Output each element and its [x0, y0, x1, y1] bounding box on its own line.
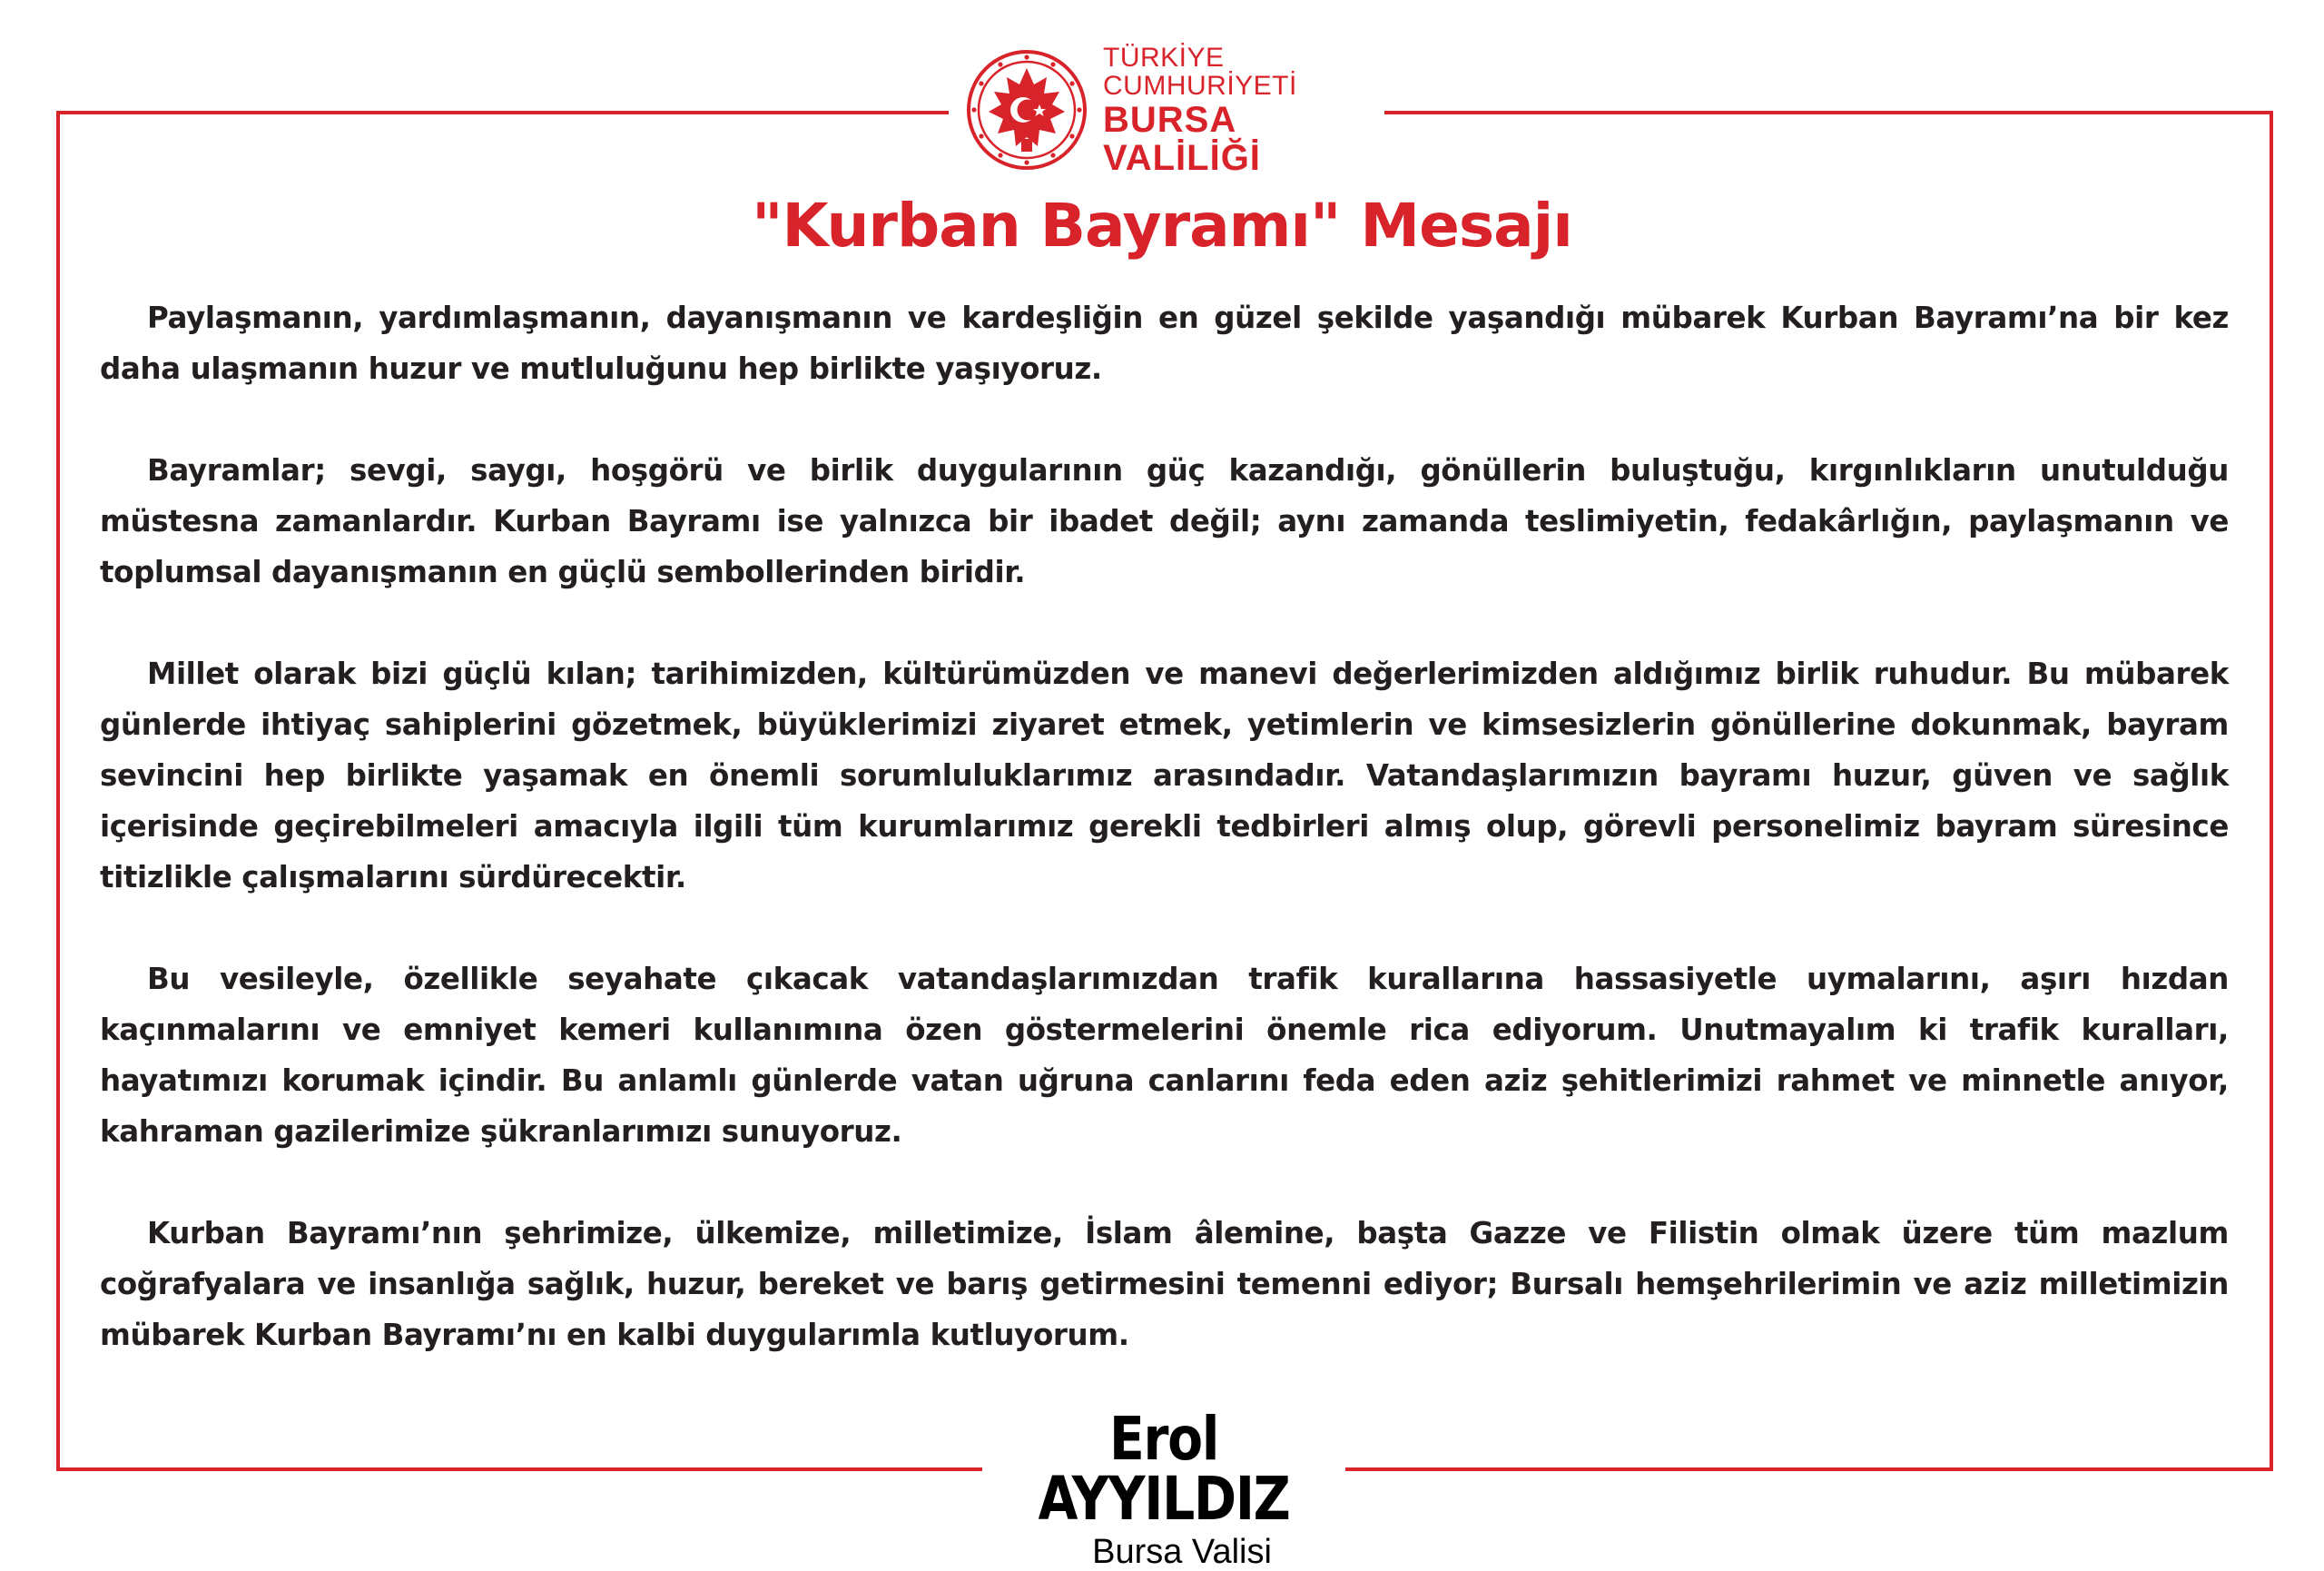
message-paragraph: Millet olarak bizi güçlü kılan; tarihimizden, kültürümüzden ve manevi değerlerimizden aldığımız birlik ruhudur. Bu mübarek günlerde ihtiyaç sahiplerini gözetmek, büyüklerimizi ziyaret etmek, yetimlerin ve kimsesizlerin gönüllerine dokunmak, bayram sevincini hep birlikte yaşamak en önemli sorumluluklarımız arasındadır. Vatandaşlarımızın bayramı huzur, güven ve sağlık içerisinde geçirebilmeleri amacıyla ilgili tüm kurumlarımız gerekli tedbirleri almış olup, görevli personelimiz bayram süresince titizlikle çalışmalarını sürdürecektir. — [100, 657, 2229, 894]
header-logo — [949, 44, 1384, 176]
message-paragraph: Bayramlar; sevgi, saygı, hoşgörü ve birlik duygularının güç kazandığı, gönüllerin buluştuğu, kırgınlıkların unutulduğu müstesna zamanlardır. Kurban Bayramı ise yalnızca bir ibadet değil; aynı zamanda teslimiyetin, fedakârlığın, paylaşmanın ve toplumsal dayanışmanın en güçlü sembollerinden biridir. — [100, 453, 2229, 589]
signatory-name: Erol AYYILDIZ — [1038, 1404, 1290, 1534]
governorship-emblem-icon — [965, 48, 1088, 172]
signature-block — [982, 1397, 1345, 1571]
message-paragraph: Bu vesileyle, özellikle seyahate çıkacak vatandaşlarımızdan trafik kurallarına hassasiyetle uymalarını, aşırı hızdan kaçınmalarını ve emniyet kemeri kullanımına özen göstermelerini önemle rica ediyorum. Unutmayalım ki trafik kuralları, hayatımızı korumak içindir. Bu anlamlı günlerde vatan uğruna canlarını feda eden aziz şehitlerimizi rahmet ve minnetle anıyor, kahraman gazilerimize şükranlarımızı sunuyoruz. — [100, 962, 2229, 1149]
signatory-title: Bursa Valisi — [1092, 1533, 1272, 1571]
message-paragraph: Paylaşmanın, yardımlaşmanın, dayanışmanın ve kardeşliğin en güzel şekilde yaşandığı mübarek Kurban Bayramı’na bir kez daha ulaşmanın huzur ve mutluluğunu hep birlikte yaşıyoruz. — [100, 301, 2229, 386]
message-paragraph: Kurban Bayramı’nın şehrimize, ülkemize, milletimize, İslam âlemine, başta Gazze ve Filistin olmak üzere tüm mazlum coğrafyalara ve insanlığa sağlık, huzur, bereket ve barış getirmesini temenni ediyor; Bursalı hemşehrilerimin ve aziz milletimizin mübarek Kurban Bayramı’nı en kalbi duygularımla kutluyorum. — [100, 1216, 2229, 1352]
logo-country-name: TÜRKİYE CUMHURİYETİ — [1103, 42, 1297, 101]
page-title: "Kurban Bayramı" Mesajı — [752, 191, 1572, 261]
logo-institution-name: BURSA VALİLİĞİ — [1103, 99, 1261, 178]
logo-text — [1103, 44, 1384, 177]
message-body — [100, 292, 2229, 1360]
